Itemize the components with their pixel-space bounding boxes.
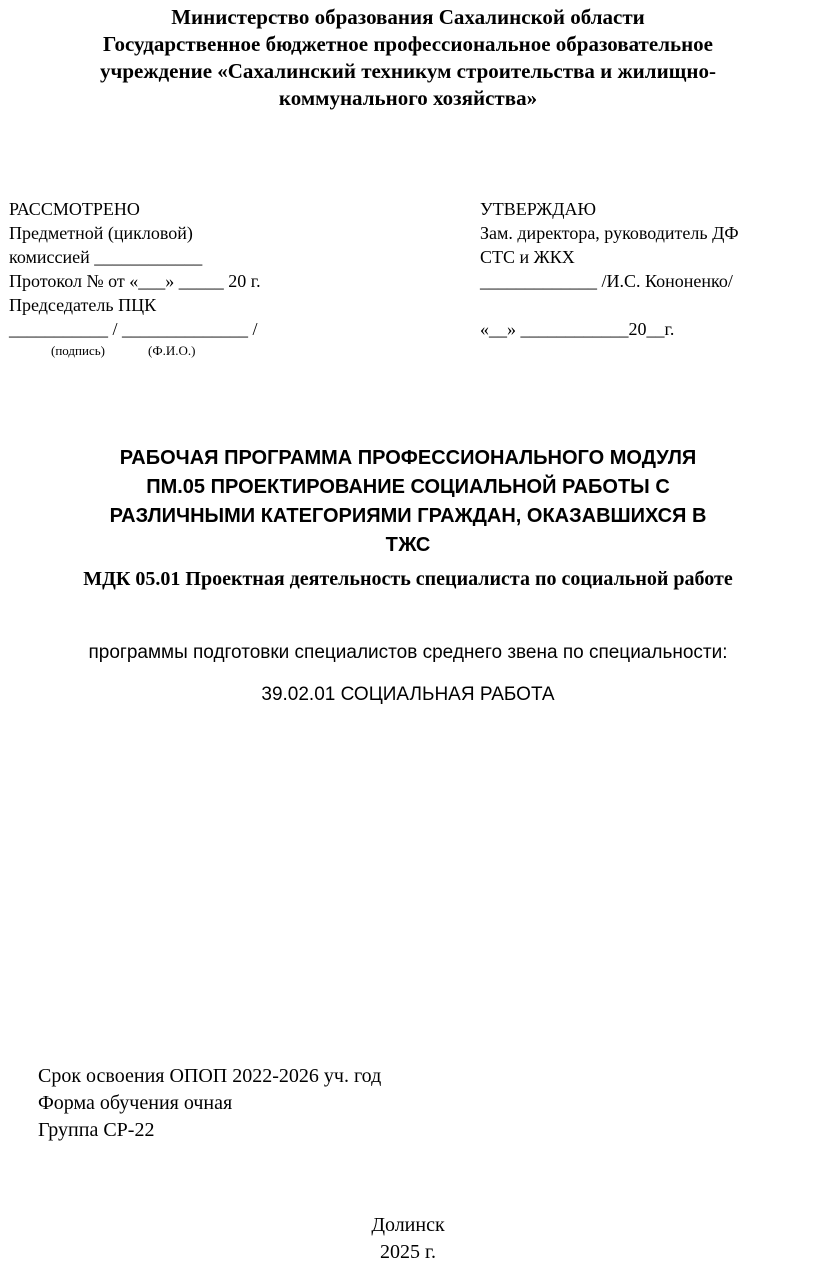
reviewed-title: РАССМОТРЕНО: [9, 199, 140, 219]
signature-caption: (подпись): [51, 343, 105, 358]
approved-department-line: СТС и ЖКХ: [480, 247, 575, 267]
program-title-line-3: РАЗЛИЧНЫМИ КАТЕГОРИЯМИ ГРАЖДАН, ОКАЗАВШИХСЯ В: [109, 505, 707, 527]
specialty-code: 39.02.01 СОЦИАЛЬНАЯ РАБОТА: [261, 684, 555, 705]
reviewed-commission-blank: комиссией ____________: [9, 247, 203, 267]
ministry-line: Министерство образования Сахалинской области: [171, 5, 645, 29]
institution-line-3: коммунального хозяйства»: [278, 86, 538, 110]
place-and-year: [0, 1212, 816, 1266]
approved-title: УТВЕРЖДАЮ: [480, 199, 597, 219]
city: Долинск: [371, 1214, 445, 1236]
institution-line-2: учреждение «Сахалинский техникум строительства и жилищно-: [99, 59, 716, 83]
reviewed-protocol-line: Протокол № от «___» _____ 20 г.: [9, 271, 261, 291]
program-title-line-2: ПМ.05 ПРОЕКТИРОВАНИЕ СОЦИАЛЬНОЙ РАБОТЫ С: [146, 476, 670, 498]
reviewed-block: [9, 197, 261, 341]
study-group: Группа СР-22: [38, 1119, 155, 1141]
name-caption: (Ф.И.О.): [148, 343, 196, 358]
program-title-line-4: ТЖС: [385, 534, 431, 556]
program-title: [0, 444, 816, 560]
study-term: Срок освоения ОПОП 2022-2026 уч. год: [38, 1065, 382, 1087]
reviewed-commission-line: Предметной (цикловой): [9, 223, 193, 243]
approved-signature-line: _____________ /И.С. Кононенко/: [480, 271, 733, 291]
approved-date-line: «__» ____________20__г.: [480, 319, 675, 339]
institution-header: [0, 4, 816, 112]
reviewed-chair-label: Председатель ПЦК: [9, 295, 157, 315]
year: 2025 г.: [380, 1241, 436, 1263]
reviewed-signature-line: ___________ / ______________ /: [9, 319, 258, 339]
program-title-line-1: РАБОЧАЯ ПРОГРАММА ПРОФЕССИОНАЛЬНОГО МОДУЛЯ: [119, 447, 697, 469]
institution-line-1: Государственное бюджетное профессиональное образовательное: [102, 32, 713, 56]
approved-position-line: Зам. директора, руководитель ДФ: [480, 223, 739, 243]
mdk-title: МДК 05.01 Проектная деятельность специалиста по социальной работе: [83, 568, 733, 590]
study-form: Форма обучения очная: [38, 1092, 233, 1114]
approved-block: [480, 197, 739, 341]
study-info: [38, 1063, 381, 1144]
program-description: программы подготовки специалистов среднего звена по специальности:: [88, 642, 728, 663]
